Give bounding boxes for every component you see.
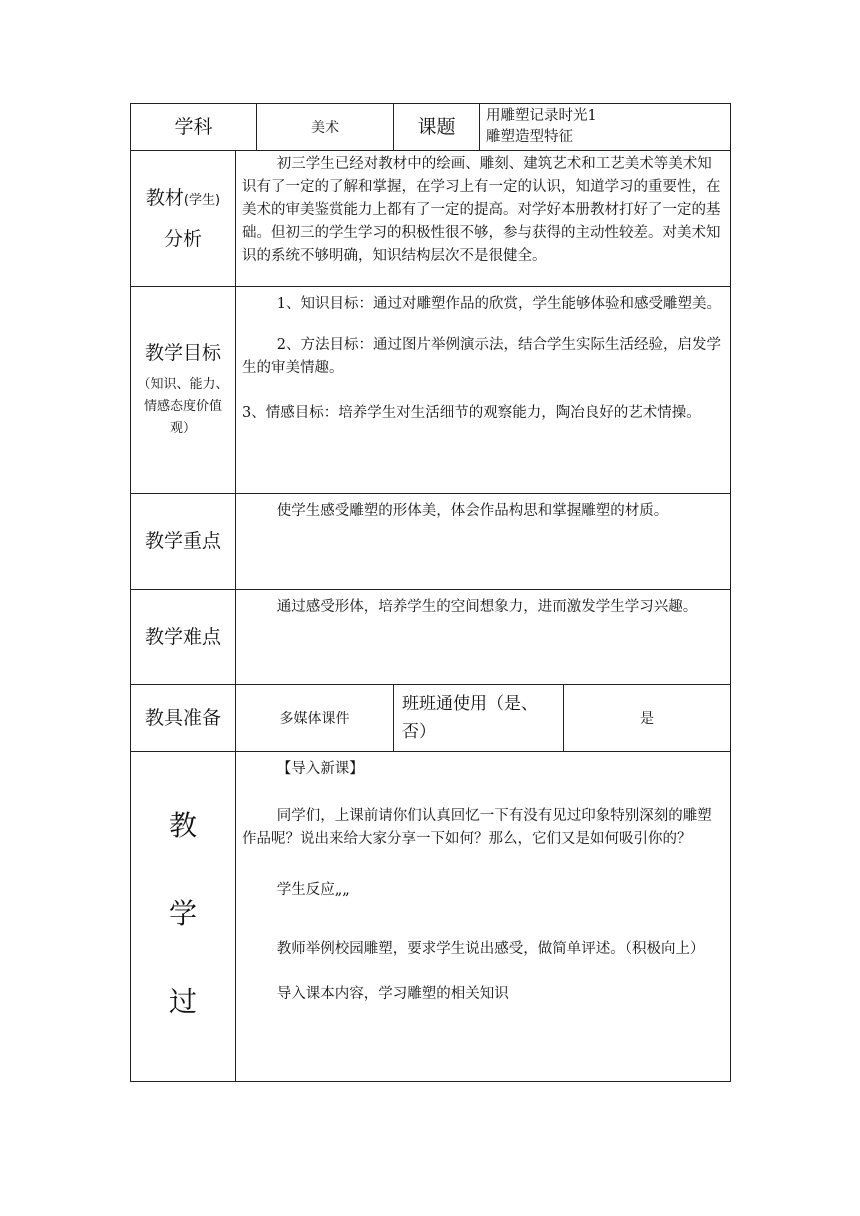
goal-item-2: 2、方法目标：通过图片举例演示法，结合学生实际生活经验，启发学生的审美情趣。 — [242, 337, 722, 376]
difficulties-label: 教学难点 — [131, 590, 236, 685]
goal-item-1: 1、知识目标：通过对雕塑作品的欣赏，学生能够体验和感受雕塑美。 — [276, 296, 722, 312]
tools-row — [131, 685, 731, 752]
topic-value — [480, 104, 731, 151]
topic-label: 课题 — [394, 104, 480, 151]
process-label-char-2: 学 — [168, 897, 197, 930]
analysis-label-small: (学生) — [183, 192, 221, 208]
analysis-label-main: 教材 — [145, 186, 184, 209]
tools-value: 多媒体课件 — [236, 685, 394, 752]
goals-text-cell — [236, 287, 731, 494]
goals-label: 教学目标 — [144, 341, 221, 364]
difficulties-row — [131, 590, 731, 685]
process-label — [131, 752, 236, 1082]
key-points-row — [131, 494, 731, 590]
goal-item-3: 3、情感目标：培养学生对生活细节的观察能力，陶冶良好的艺术情操。 — [242, 405, 701, 421]
tools-label: 教具准备 — [131, 685, 236, 752]
process-para-4: 导入课本内容，学习雕塑的相关知识 — [276, 986, 509, 1002]
process-label-char-3: 过 — [168, 985, 197, 1018]
topic-line-2: 雕塑造型特征 — [486, 129, 574, 145]
process-heading: 【导入新课】 — [276, 761, 364, 777]
process-para-3: 教师举例校园雕塑，要求学生说出感受，做简单评述。（积极向上） — [276, 941, 705, 957]
key-points-label: 教学重点 — [131, 494, 236, 590]
goals-sublabel: （知识、能力、情感态度价值观） — [137, 377, 229, 437]
difficulties-cell — [236, 590, 731, 685]
analysis-label — [131, 151, 236, 287]
bbt-label: 班班通使用（是、否） — [394, 685, 564, 752]
process-para-1: 同学们，上课前请你们认真回忆一下有没有见过印象特别深刻的雕塑作品呢？说出来给大家分享一下如何？那么，它们又是如何吸引你的？ — [242, 808, 712, 847]
lesson-plan-table — [130, 103, 731, 1082]
process-row — [131, 752, 731, 1082]
subject-value: 美术 — [257, 104, 394, 151]
subject-label: 学科 — [131, 104, 257, 151]
analysis-label-line2: 分析 — [163, 227, 202, 250]
goals-label-cell — [131, 287, 236, 494]
analysis-text-cell — [236, 151, 731, 287]
topic-line-1: 用雕塑记录时光1 — [486, 108, 597, 124]
process-para-2: 学生反应„„ — [276, 882, 350, 898]
difficulties-text: 通过感受形体，培养学生的空间想象力，进而激发学生学习兴趣。 — [276, 599, 698, 615]
bbt-value: 是 — [564, 685, 731, 752]
process-cell — [236, 752, 731, 1082]
key-points-text: 使学生感受雕塑的形体美，体会作品构思和掌握雕塑的材质。 — [276, 503, 669, 519]
process-label-char-1: 教 — [168, 809, 197, 842]
analysis-row — [131, 151, 731, 287]
header-row — [131, 104, 731, 151]
key-points-cell — [236, 494, 731, 590]
analysis-text: 初三学生已经对教材中的绘画、雕刻、建筑艺术和工艺美术等美术知识有了一定的了解和掌握，在学习上有一定的认识，知道学习的重要性，在美术的审美鉴赏能力上都有了一定的提高。对学好本册教材打好了一定的基础。但初三的学生学习的积极性很不够，参与获得的主动性较差。对美术知识的系统不够明确，知识结构层次不是很健全。 — [242, 156, 721, 264]
goals-row — [131, 287, 731, 494]
